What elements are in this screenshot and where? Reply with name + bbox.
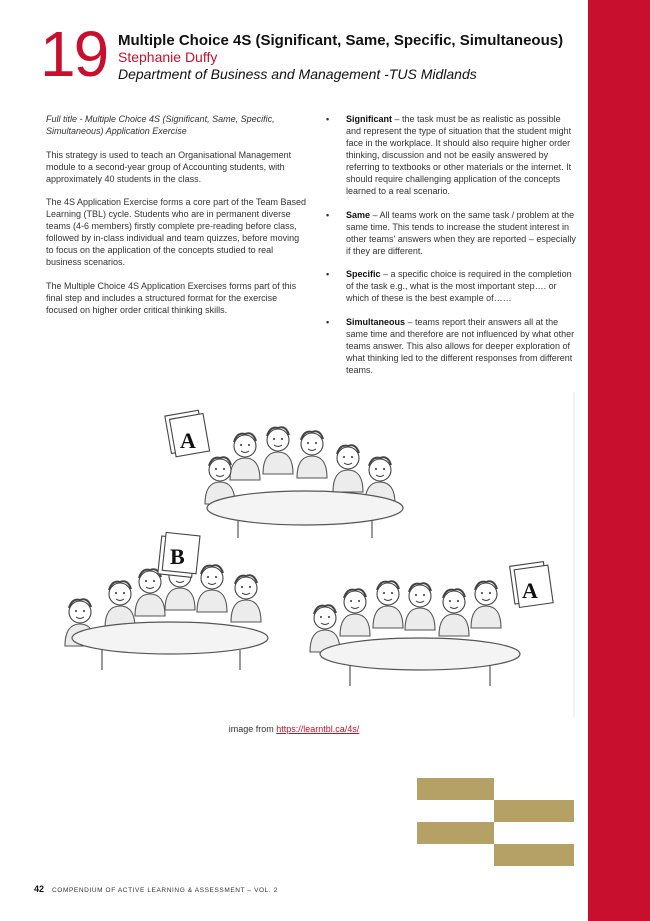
answer-card-letter: A [180,428,196,453]
bullet-item-same [326,209,578,257]
team-group-top [165,410,403,538]
chapter-header [118,32,578,83]
answer-card-letter: A [522,578,538,603]
decorative-blocks [0,775,588,875]
body-paragraph: The 4S Application Exercise forms a core part of the Team Based Learning (TBL) cycle. Students who are in permanent diverse teams (4-6 members) firstly complete pre-reading before class, followed by in-class individual and team quizzes, before moving to focus on the application of the concepts studied to real business scenarios. [46,197,306,267]
bullet-description: – All teams work on the same task / problem at the same time. This tends to increase the student interest in other teams' answers when they are reported – especially if they are different. [346,209,576,256]
body-paragraph: The Multiple Choice 4S Application Exercises forms part of this final step and includes a structured format for the exercise focused on higher order critical thinking skills. [46,280,297,315]
bullet-marker: • [326,209,330,220]
gold-block [417,778,494,800]
answer-card-letter: B [170,544,185,569]
full-title-paragraph: Full title - Multiple Choice 4S (Significant, Same, Specific, Simultaneous) Application Exercise [46,114,275,136]
bullet-item-significant [326,113,578,197]
image-caption [0,724,588,734]
gold-block [494,800,574,822]
chapter-author: Stephanie Duffy [118,49,218,65]
bullet-description: – a specific choice is required in the completion of the task e.g., what is the most important step…. or which of these is the best example of…… [346,269,572,303]
bullet-description: – teams report their answers all at the same time and therefore are not influenced by what other teams answer. This also allows for deeper exploration of what thinking led to the different responses from different teams. [346,316,575,375]
bullet-term: Same [346,209,371,220]
bullet-item-simultaneous [326,316,578,376]
bullet-term: Simultaneous [346,316,406,327]
gold-block [494,844,574,866]
chapter-department: Department of Business and Management -TUS Midlands [118,66,477,82]
bullet-marker: • [326,114,330,124]
chapter-number: 19 [40,18,108,90]
source-link[interactable]: https://learntbl.ca/4s/ [276,724,360,734]
chapter-title: Multiple Choice 4S (Significant, Same, Specific, Simultaneous) [118,32,564,49]
bullet-marker: • [326,269,330,279]
page-number: 42 [34,884,45,894]
page-footer [34,884,278,894]
red-side-bar [588,0,650,921]
bullet-item-specific [326,268,578,304]
team-group-bottom-right [310,561,553,686]
left-column [46,113,308,327]
bullet-term: Specific [346,269,381,279]
team-group-bottom-left [65,532,268,670]
gold-block [417,822,494,844]
bullet-description: – the task must be as realistic as possible and represent the type of situation that the student might face in the workplace. It should also require higher order thinking, discussion and not be easily answered by referring to textbooks or other materials or the internet. It should require challenging application of the concepts learned to a real scenario. [346,114,572,196]
publication-title: COMPENDIUM OF ACTIVE LEARNING & ASSESSMENT – VOL. 2 [52,887,278,894]
bullet-marker: • [326,316,330,327]
bullet-term: Significant [346,114,393,124]
right-column-bullets [326,113,578,387]
caption-prefix: image from [228,724,277,734]
body-paragraph: This strategy is used to teach an Organisational Management module to a second-year group of Accounting students, with approximately 40 students in the class. [46,149,292,184]
team-illustration [50,392,575,717]
